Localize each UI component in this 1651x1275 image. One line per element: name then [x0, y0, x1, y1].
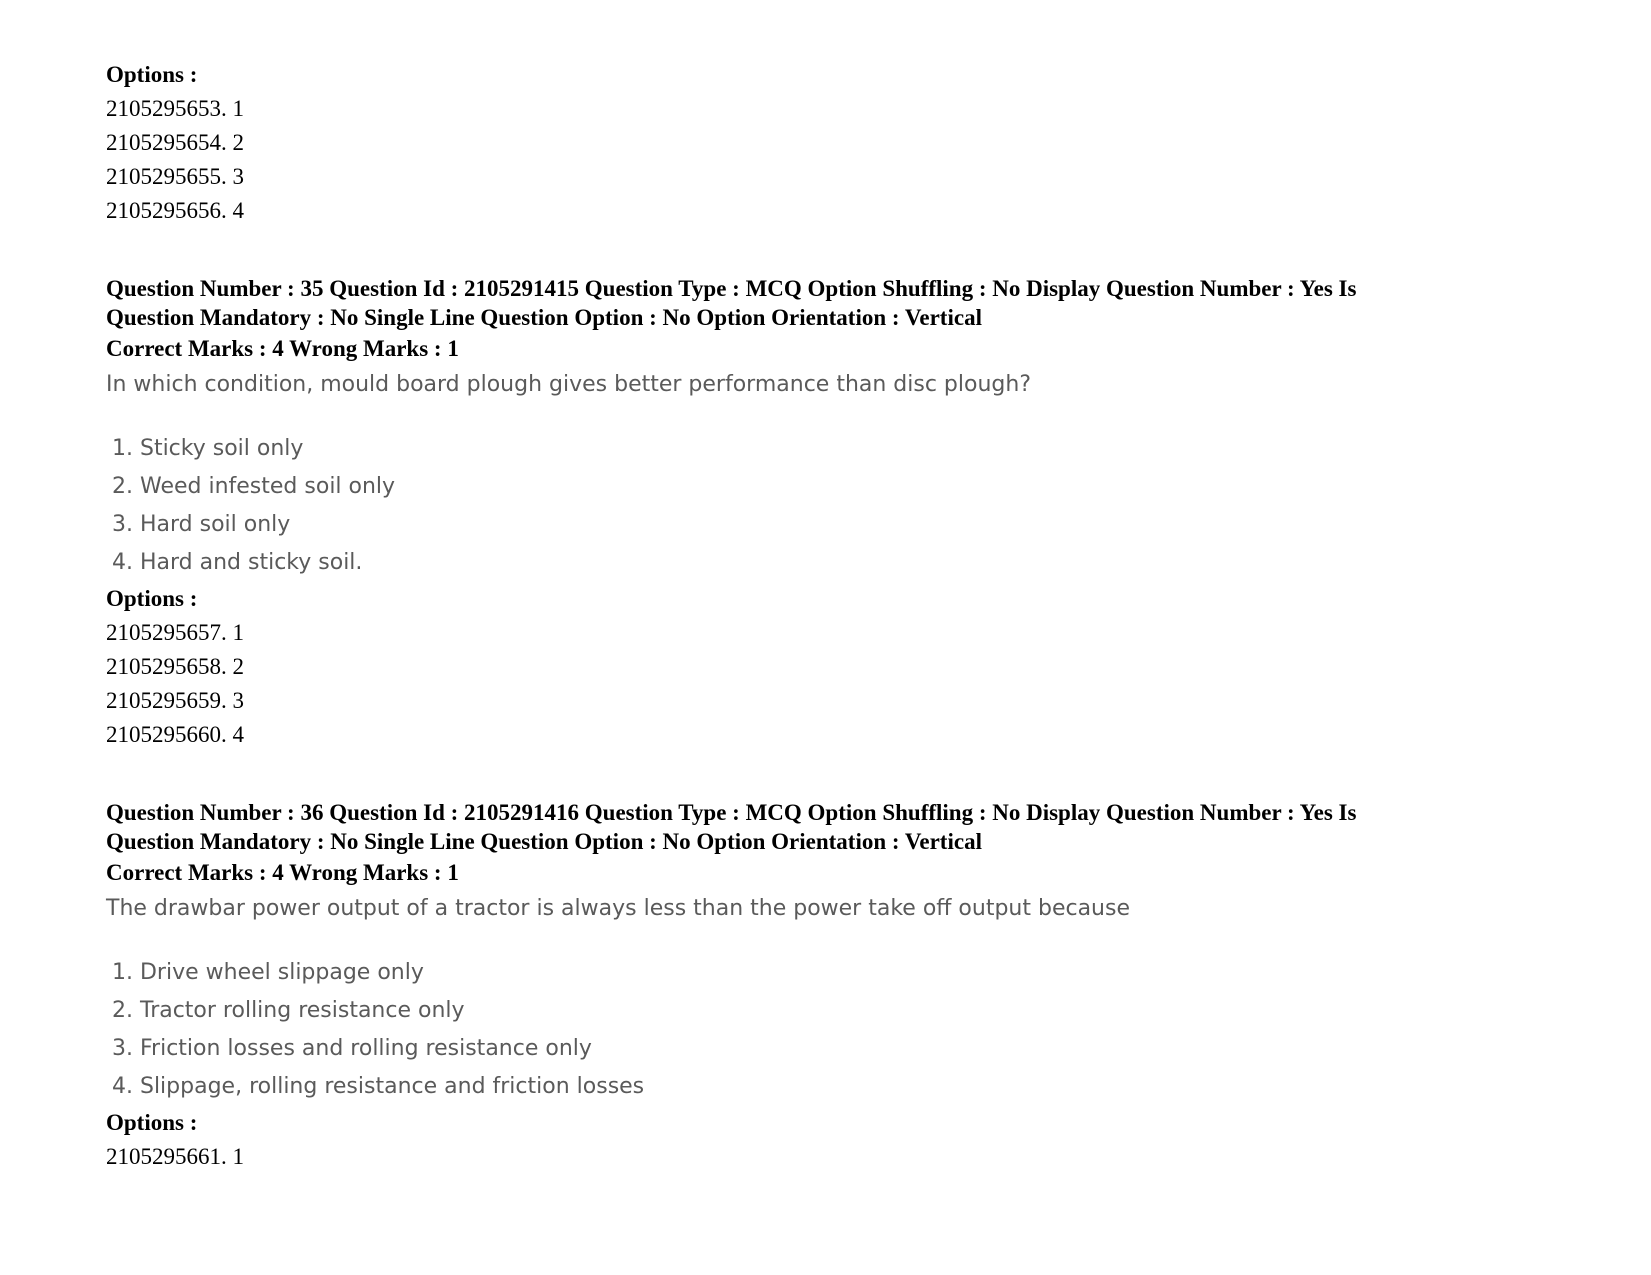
option-id: 2105295653. 1 [106, 96, 244, 121]
answer-choice: 4. Slippage, rolling resistance and friction losses [112, 1074, 645, 1099]
question-text: In which condition, mould board plough gives better performance than disc plough? [106, 372, 1031, 397]
options-heading: Options : [106, 62, 198, 87]
options-heading: Options : [106, 586, 198, 611]
options-heading: Options : [106, 1110, 198, 1135]
option-id: 2105295660. 4 [106, 722, 244, 747]
option-id: 2105295656. 4 [106, 198, 244, 223]
marks-line: Correct Marks : 4 Wrong Marks : 1 [106, 336, 459, 361]
answer-choice: 1. Drive wheel slippage only [112, 960, 424, 985]
question-meta-line-1: Question Number : 36 Question Id : 2105291416 Question Type : MCQ Option Shuffling : No Display Question Number : Yes Is [106, 800, 1357, 825]
marks-line: Correct Marks : 4 Wrong Marks : 1 [106, 860, 459, 885]
question-meta-line-2: Question Mandatory : No Single Line Question Option : No Option Orientation : Vertical [106, 305, 982, 330]
question-meta-line-2: Question Mandatory : No Single Line Question Option : No Option Orientation : Vertical [106, 829, 982, 854]
option-id: 2105295658. 2 [106, 654, 244, 679]
answer-choice: 1. Sticky soil only [112, 436, 304, 461]
answer-choice: 3. Hard soil only [112, 512, 291, 537]
question-36-section [106, 798, 1546, 1174]
answer-choice: 4. Hard and sticky soil. [112, 550, 363, 575]
document-page [106, 58, 1546, 1174]
question-meta-line-1: Question Number : 35 Question Id : 2105291415 Question Type : MCQ Option Shuffling : No Display Question Number : Yes Is [106, 276, 1357, 301]
option-id: 2105295655. 3 [106, 164, 244, 189]
answer-choice: 3. Friction losses and rolling resistance only [112, 1036, 592, 1061]
option-id: 2105295654. 2 [106, 130, 244, 155]
top-options-section [106, 58, 1546, 228]
option-id: 2105295657. 1 [106, 620, 244, 645]
answer-choice: 2. Tractor rolling resistance only [112, 998, 465, 1023]
option-id: 2105295659. 3 [106, 688, 244, 713]
option-id: 2105295661. 1 [106, 1144, 244, 1169]
answer-choice: 2. Weed infested soil only [112, 474, 396, 499]
question-35-section [106, 274, 1546, 752]
question-text: The drawbar power output of a tractor is always less than the power take off output because [106, 896, 1130, 921]
